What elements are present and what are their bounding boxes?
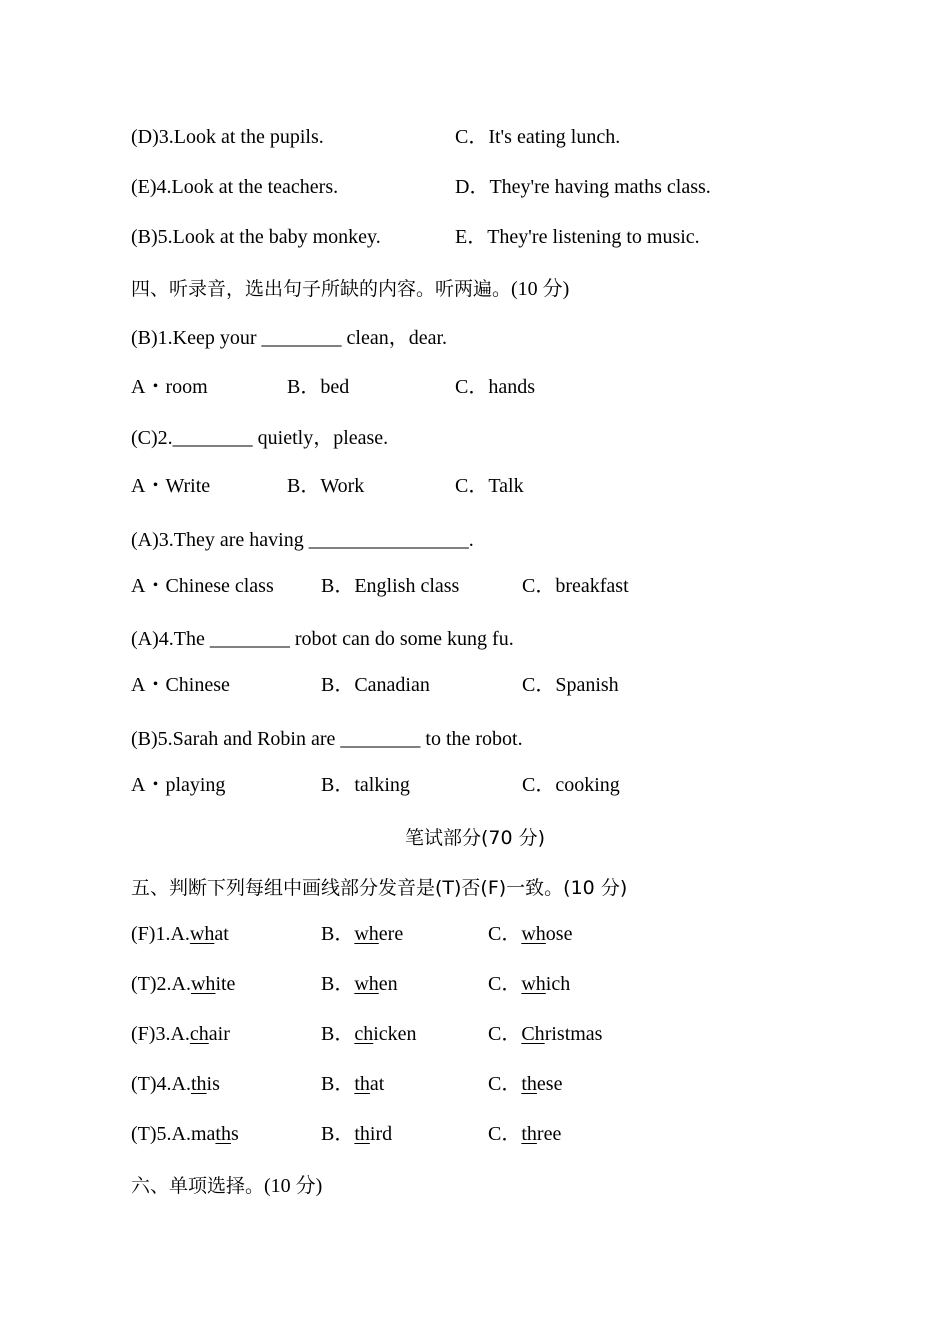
word-a: (T)4.A.this: [131, 1073, 220, 1095]
option-c: C．breakfast: [522, 575, 629, 597]
option-c: C．Spanish: [522, 674, 619, 696]
word-c: C．Christmas: [488, 1023, 603, 1045]
section-6-title: 六、单项选择。: [131, 1175, 265, 1197]
word-a: (F)3.A.chair: [131, 1023, 230, 1045]
section-4-title: 四、听录音，选出句子所缺的内容。听两遍。: [131, 278, 512, 300]
word-b: B．third: [321, 1123, 393, 1145]
word-b: B．where: [321, 923, 404, 945]
option-a: A・Chinese class: [131, 575, 274, 597]
word-a: (F)1.A.what: [131, 923, 229, 945]
matching-question: (D)3.Look at the pupils.: [131, 126, 324, 148]
option-a: A・room: [131, 376, 208, 398]
s4-q2: (C)2.________ quietly，please.: [131, 427, 389, 449]
matching-question: (B)5.Look at the baby monkey.: [131, 226, 381, 248]
option-b: B．bed: [287, 376, 350, 398]
word-b: B．chicken: [321, 1023, 417, 1045]
section-6-score: (10 分): [264, 1175, 323, 1197]
option-b: B．Work: [287, 475, 365, 497]
s4-q5: (B)5.Sarah and Robin are ________ to the robot.: [131, 728, 523, 750]
option-a: A・Chinese: [131, 674, 230, 696]
word-b: B．that: [321, 1073, 385, 1095]
word-c: C．which: [488, 973, 571, 995]
matching-option: C．It's eating lunch.: [455, 126, 621, 148]
option-c: C．Talk: [455, 475, 524, 497]
word-b: B．when: [321, 973, 398, 995]
matching-question: (E)4.Look at the teachers.: [131, 176, 339, 198]
s4-q3: (A)3.They are having ________________.: [131, 529, 474, 551]
option-a: A・playing: [131, 774, 226, 796]
word-a: (T)2.A.white: [131, 973, 236, 995]
option-b: B．talking: [321, 774, 410, 796]
section-4-heading: [131, 277, 569, 301]
option-c: C．cooking: [522, 774, 620, 796]
matching-option: D．They're having maths class.: [455, 176, 711, 198]
section-6-heading: [131, 1174, 322, 1198]
option-c: C．hands: [455, 376, 535, 398]
section-4-score: (10 分): [511, 278, 570, 300]
word-a: (T)5.A.maths: [131, 1123, 239, 1145]
option-b: B．Canadian: [321, 674, 430, 696]
s4-q4: (A)4.The ________ robot can do some kung fu.: [131, 628, 514, 650]
word-c: C．three: [488, 1123, 562, 1145]
written-part-title: 笔试部分(70 分): [404, 827, 546, 849]
section-5-heading: 五、判断下列每组中画线部分发音是(T)否(F)一致。(10 分): [131, 877, 628, 899]
word-c: C．whose: [488, 923, 573, 945]
matching-option: E．They're listening to music.: [455, 226, 700, 248]
s4-q1: (B)1.Keep your ________ clean，dear.: [131, 327, 448, 349]
option-a: A・Write: [131, 475, 211, 497]
option-b: B．English class: [321, 575, 460, 597]
word-c: C．these: [488, 1073, 563, 1095]
